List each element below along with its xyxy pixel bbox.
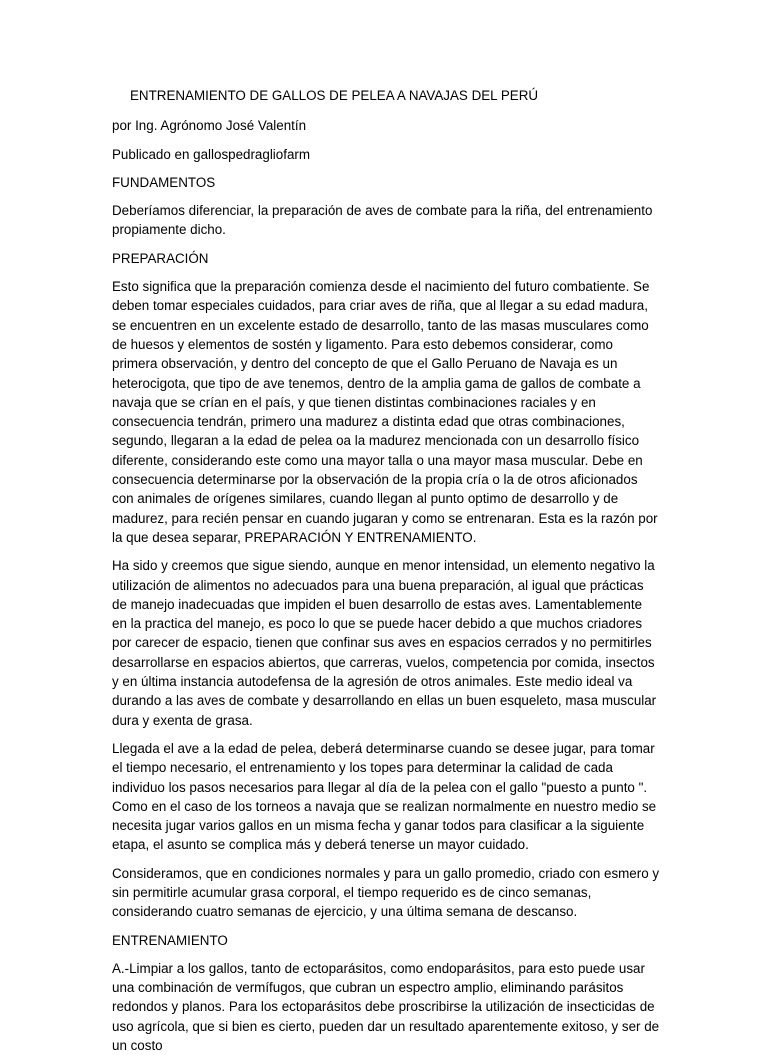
paragraph-fundamentos: Deberíamos diferenciar, la preparación de aves de combate para la riña, del entrenamiento propiamente dicho. — [112, 203, 653, 238]
heading-fundamentos: FUNDAMENTOS — [112, 174, 216, 190]
paragraph-preparacion-3: Llegada el ave a la edad de pelea, deberá determinarse cuando se desee jugar, para tomar el tiempo necesario, el entrenamiento y los topes para determinar la calidad de cada individuo los pasos necesarios para llegar al día de la pelea con el gallo "puesto a punto ". Como en el caso de los torneos a navaja que se realizan normalmente en nuestro medio se necesita jugar varios gallos en un misma fecha y ganar todos para clasificar a la siguiente etapa, el asunto se complica más y deberá tenerse un mayor cuidado. — [112, 740, 657, 853]
heading-preparacion: PREPARACIÓN — [112, 250, 209, 266]
document-title: ENTRENAMIENTO DE GALLOS DE PELEA A NAVAJAS DEL PERÚ — [130, 88, 539, 103]
paragraph-preparacion-2: Ha sido y creemos que sigue siendo, aunque en menor intensidad, un elemento negativo la utilización de alimentos no adecuados para una buena preparación, al igual que prácticas de manejo inadecuadas que impiden el buen desarrollo de estas aves. Lamentablemente en la practica del manejo, es poco lo que se puede hacer debido a que muchos criadores por carecer de espacio, tienen que confinar sus aves en espacios cerrados y no permitirles desarrollarse en espacios abiertos, que carreras, vuelos, competencia por comida, insectos y en última instancia autodefensa de la agresión de otros animales. Este medio ideal va durando a las aves de combate y desarrollando en ellas un buen esqueleto, masa muscular dura y exenta de grasa. — [112, 558, 657, 728]
paragraph-preparacion-4: Consideramos, que en condiciones normales y para un gallo promedio, criado con esmero y sin permitirle acumular grasa corporal, el tiempo requerido es de cinco semanas, considerando cuatro semanas de ejercicio, y una última semana de descanso. — [112, 865, 660, 920]
paragraph-entrenamiento-a: A.-Limpiar a los gallos, tanto de ectoparásitos, como endoparásitos, para esto puede usar una combinación de vermífugos, que cubran un espectro amplio, eliminando parásitos redondos y planos. Para los ectoparásitos debe proscribirse la utilización de insecticidas de uso agrícola, que si bien es cierto, pueden dar un resultado aparentemente exitoso, y ser de un costo — [112, 960, 660, 1054]
published-line: Publicado en gallospedragliofarm — [112, 146, 311, 162]
author-line: por Ing. Agrónomo José Valentín — [112, 118, 307, 134]
document-page — [112, 86, 660, 1064]
paragraph-preparacion-1: Esto significa que la preparación comienza desde el nacimiento del futuro combatiente. Se deben tomar especiales cuidados, para criar aves de riña, que al llegar a su edad madura, se encuentren en un excelente estado de desarrollo, tanto de las masas musculares como de huesos y elementos de sostén y ligamento. Para esto debemos considerar, como primera observación, y dentro del concepto de que el Gallo Peruano de Navaja es un heterocigota, que tipo de ave tenemos, dentro de la amplia gama de gallos de combate a navaja que se crían en el país, y que tienen distintas combinaciones raciales y en consecuencia tendrán, primero una madurez a distinta edad que otras combinaciones, segundo, llegaran a la edad de pelea oa la madurez mencionada con un desarrollo físico diferente, considerando este como una mayor talla o una mayor masa muscular. Debe en consecuencia determinarse por la observación de la propia cría o la de otros aficionados con animales de orígenes similares, cuando llegan al punto optimo de desarrollo y de madurez, para recién pensar en cuando jugaran y como se entrenaran. Esta es la razón por la que desea separar, PREPARACIÓN Y ENTRENAMIENTO. — [112, 279, 658, 545]
heading-entrenamiento: ENTRENAMIENTO — [112, 932, 228, 948]
